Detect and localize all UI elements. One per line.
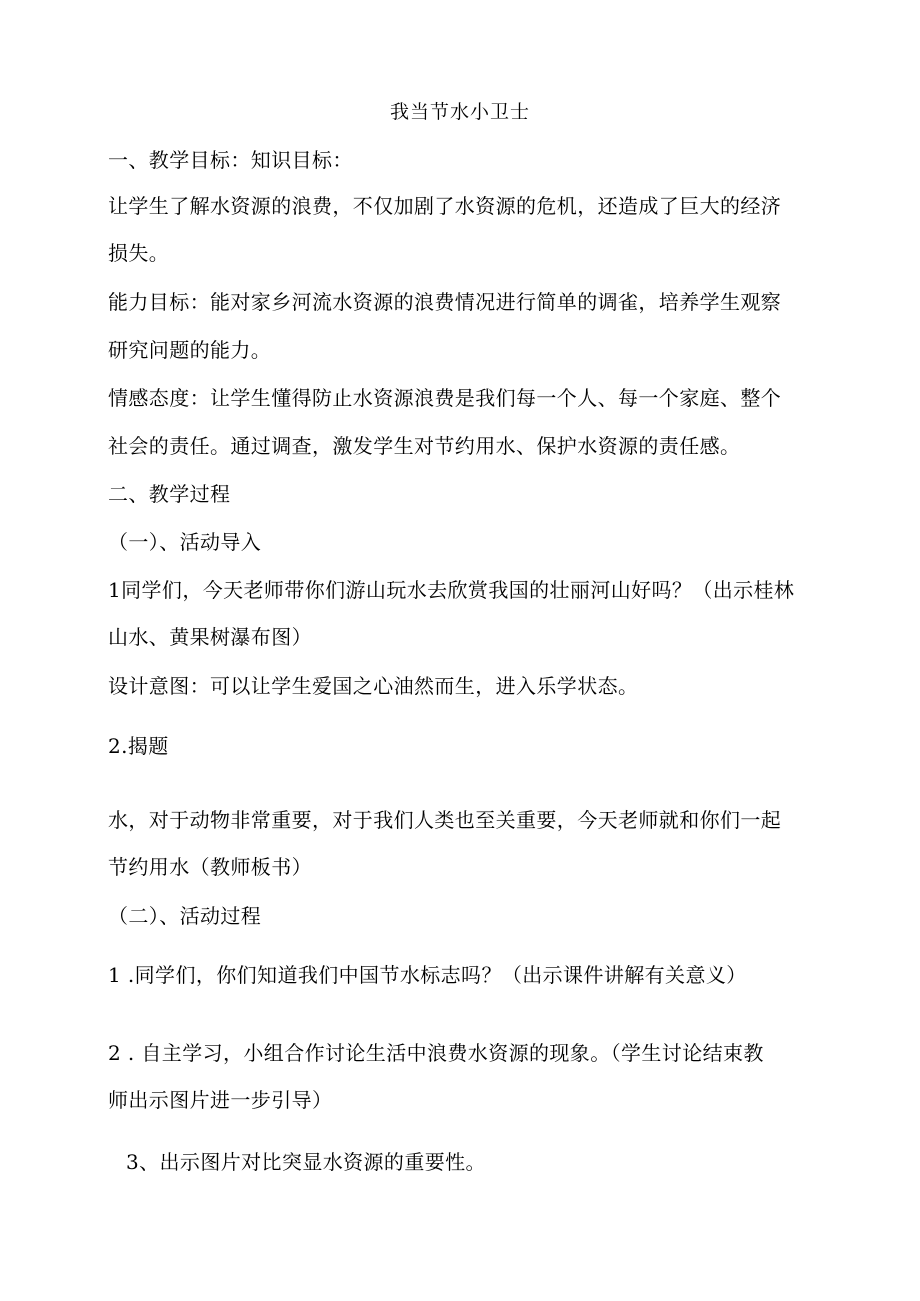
subsection-heading-activity: （二）、活动过程 bbox=[108, 904, 262, 928]
text-line: 设计意图：可以让学生爱国之心油然而生，进入乐学状态。 bbox=[108, 674, 639, 698]
section-heading-process: 二、教学过程 bbox=[108, 482, 231, 506]
text-line: 1 .同学们，你们知道我们中国节水标志吗？（出示课件讲解有关意义） bbox=[108, 963, 747, 987]
text-line: 山水、黄果树瀑布图） bbox=[108, 625, 312, 649]
text-line: 让学生了解水资源的浪费，不仅加剧了水资源的危机，还造成了巨大的经济 bbox=[108, 194, 782, 218]
text-line: 3、出示图片对比突显水资源的重要性。 bbox=[126, 1150, 486, 1174]
text-line: 1同学们，今天老师带你们游山玩水去欣赏我国的壮丽河山好吗？（出示桂林 bbox=[108, 578, 795, 602]
text-line: 情感态度：让学生懂得防止水资源浪费是我们每一个人、每一个家庭、整个 bbox=[108, 386, 782, 410]
text-line: 社会的责任。通过调查，激发学生对节约用水、保护水资源的责任感。 bbox=[108, 434, 741, 458]
subsection-heading-intro: （一）、活动导入 bbox=[108, 530, 262, 554]
text-line: 2 . 自主学习，小组合作讨论生活中浪费水资源的现象。（学生讨论结束教 bbox=[108, 1041, 764, 1065]
text-line: 能力目标：能对家乡河流水资源的浪费情况进行简单的调雀，培养学生观察 bbox=[108, 290, 782, 314]
text-line: 节约用水（教师板书） bbox=[108, 855, 312, 879]
text-line: 研究问题的能力。 bbox=[108, 338, 272, 362]
section-heading-objectives: 一、教学目标：知识目标： bbox=[108, 148, 353, 172]
page-title: 我当节水小卫士 bbox=[389, 101, 530, 123]
text-line: 水，对于动物非常重要，对于我们人类也至关重要，今天老师就和你们一起 bbox=[108, 808, 782, 832]
text-line: 2.揭题 bbox=[108, 734, 169, 758]
text-line: 师出示图片进一步引导） bbox=[108, 1088, 333, 1112]
text-line: 损失。 bbox=[108, 241, 170, 265]
